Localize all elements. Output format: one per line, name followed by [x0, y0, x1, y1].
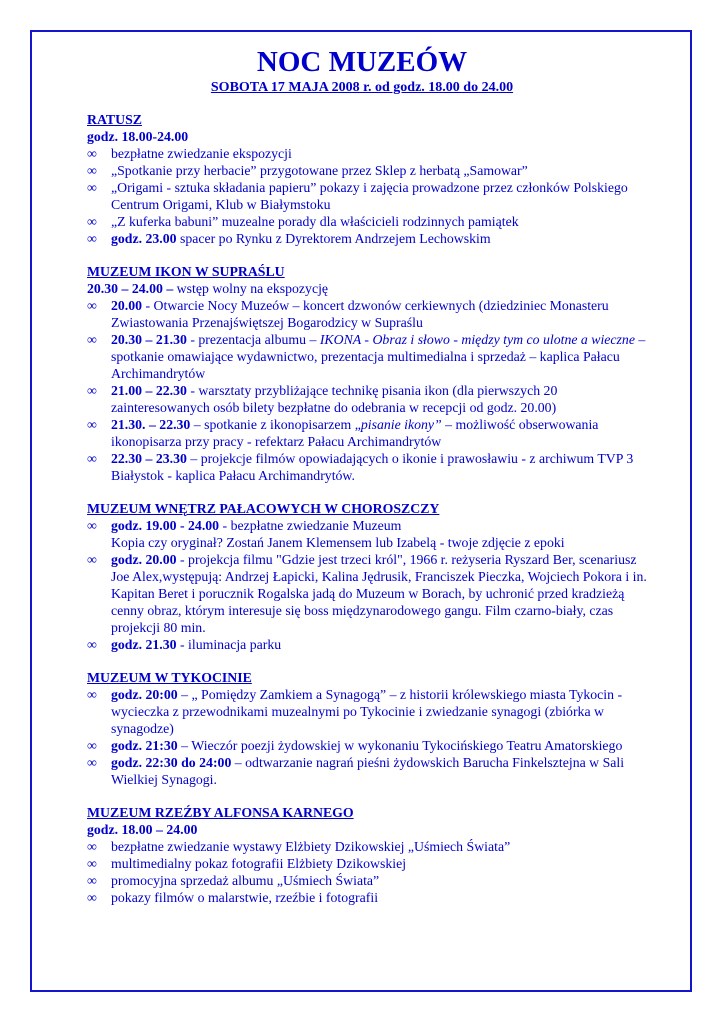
infinity-bullet-icon: ∞ — [87, 552, 97, 567]
section-muzeum-tykocin — [87, 669, 647, 788]
section-heading: RATUSZ — [87, 112, 142, 127]
infinity-bullet-icon: ∞ — [87, 890, 97, 905]
infinity-bullet-icon: ∞ — [87, 637, 97, 652]
list-item: ∞ godz. 20.00 - projekcja filmu "Gdzie jest trzeci król", 1966 r. reżyseria Ryszard Ber, scenariusz Joe Alex,występują: Andrzej Łapicki, Kalina Jędrusik, Franciszek Pieczka, Wojciech Pokora i in. Kapitan Beret i porucznik Rogalska jadą do Muzeum w Borach, by uchronić przed kradzieżą cenny obraz, którym interesuje się boss międzynarodowego gangu. Film czarno-biały, czas projekcji 80 min. — [87, 552, 647, 635]
list-item: ∞ „Z kuferka babuni” muzealne porady dla właścicieli rodzinnych pamiątek — [87, 214, 519, 229]
infinity-bullet-icon: ∞ — [87, 231, 97, 246]
infinity-bullet-icon: ∞ — [87, 755, 97, 770]
infinity-bullet-icon: ∞ — [87, 146, 97, 161]
list-item: ∞ 20.00 - Otwarcie Nocy Muzeów – koncert dzwonów cerkiewnych (dziedziniec Monasteru Zwiastowania Przenajświętszej Bogarodzicy w Supraślu — [87, 298, 609, 330]
page-subtitle: SOBOTA 17 MAJA 2008 r. od godz. 18.00 do 24.00 — [210, 80, 514, 95]
infinity-bullet-icon: ∞ — [87, 417, 97, 432]
event-list — [87, 145, 647, 247]
section-hours: godz. 18.00-24.00 — [87, 129, 189, 144]
section-heading: MUZEUM W TYKOCINIE — [87, 670, 252, 685]
list-item: ∞ godz. 21:30 – Wieczór poezji żydowskiej w wykonaniu Tykocińskiego Teatru Amatorskiego — [87, 738, 623, 753]
list-item: ∞ „Origami - sztuka składania papieru” pokazy i zajęcia prowadzone przez członków Polskiego Centrum Origami, Klub w Białymstoku — [87, 180, 628, 212]
list-item: ∞ 21.00 – 22.30 - warsztaty przybliżające technikę pisania ikon (dla pierwszych 20 zainteresowanych osób bilety bezpłatne do odebrania w recepcji od godz. 20.00) — [87, 383, 558, 415]
infinity-bullet-icon: ∞ — [87, 180, 97, 195]
event-list — [87, 838, 647, 906]
infinity-bullet-icon: ∞ — [87, 687, 97, 702]
infinity-bullet-icon: ∞ — [87, 839, 97, 854]
section-muzeum-wnetrz — [87, 500, 647, 653]
infinity-bullet-icon: ∞ — [87, 856, 97, 871]
event-list — [87, 686, 647, 788]
list-item: ∞ „Spotkanie przy herbacie” przygotowane przez Sklep z herbatą „Samowar” — [87, 163, 528, 178]
list-item: ∞ godz. 22:30 do 24:00 – odtwarzanie nagrań pieśni żydowskich Barucha Finkelsztejna w Sali Wielkiej Synagogi. — [87, 755, 625, 787]
section-muzeum-rzezby — [87, 804, 647, 906]
item-extra: Kapitan Beret i porucznik Rogalska jadą do Muzeum w Borach, by uchronić przed kradzieżą cenny obraz, którym interesuje się boss międzynarodowego gangu. Film czarno-biały, czas projekcji 80 min. — [111, 586, 625, 635]
section-hours: 20.30 – 24.00 – wstęp wolny na ekspozycję — [87, 281, 329, 296]
section-hours: godz. 18.00 – 24.00 — [87, 822, 198, 837]
infinity-bullet-icon: ∞ — [87, 518, 97, 533]
infinity-bullet-icon: ∞ — [87, 214, 97, 229]
list-item: ∞ multimedialny pokaz fotografii Elżbiety Dzikowskiej — [87, 856, 407, 871]
section-heading: MUZEUM IKON W SUPRAŚLU — [87, 264, 285, 279]
section-heading: MUZEUM RZEŹBY ALFONSA KARNEGO — [87, 805, 354, 820]
list-item: ∞ bezpłatne zwiedzanie wystawy Elżbiety Dzikowskiej „Uśmiech Świata” — [87, 839, 511, 854]
list-item: ∞ 21.30. – 22.30 – spotkanie z ikonopisarzem „pisanie ikony” – możliwość obserwowania ikonopisarza przy pracy - refektarz Pałacu Archimandrytów — [87, 417, 599, 449]
infinity-bullet-icon: ∞ — [87, 332, 97, 347]
list-item: ∞ godz. 19.00 - 24.00 - bezpłatne zwiedzanie Muzeum Kopia czy oryginał? Zostań Janem Klemensem lub Izabelą - twoje zdjęcie z epoki — [87, 517, 647, 551]
infinity-bullet-icon: ∞ — [87, 451, 97, 466]
event-list — [87, 517, 647, 653]
program-content — [87, 111, 647, 906]
list-item: ∞ godz. 20:00 – „ Pomiędzy Zamkiem a Synagogą” – z historii królewskiego miasta Tykocin - wycieczka z przewodnikami muzealnymi po Tykocinie i zwiedzanie synagogi (zbiórka w synagodze) — [87, 687, 623, 736]
list-item: ∞ promocyjna sprzedaż albumu „Uśmiech Świata” — [87, 873, 380, 888]
infinity-bullet-icon: ∞ — [87, 383, 97, 398]
event-list — [87, 297, 647, 484]
list-item: ∞ godz. 21.30 - iluminacja parku — [87, 637, 282, 652]
list-item: ∞ 20.30 – 21.30 - prezentacja albumu – IKONA - Obraz i słowo - między tym co ulotne a wieczne – spotkanie omawiające wydawnictwo, prezentacja multimedialna i sprzedaż – kaplica Pałacu Archimandrytów — [87, 332, 646, 381]
list-item: ∞ 22.30 – 23.30 – projekcje filmów opowiadających o ikonie i prawosławiu - z archiwum TVP 3 Białystok - kaplica Pałacu Archimandrytów. — [87, 451, 634, 483]
page-title: NOC MUZEÓW — [256, 46, 468, 78]
list-item: ∞ pokazy filmów o malarstwie, rzeźbie i fotografii — [87, 890, 379, 905]
infinity-bullet-icon: ∞ — [87, 298, 97, 313]
infinity-bullet-icon: ∞ — [87, 738, 97, 753]
list-item: ∞ godz. 23.00 spacer po Rynku z Dyrektorem Andrzejem Lechowskim — [87, 231, 491, 246]
section-ratusz — [87, 111, 647, 247]
infinity-bullet-icon: ∞ — [87, 163, 97, 178]
section-heading: MUZEUM WNĘTRZ PAŁACOWYCH W CHOROSZCZY — [87, 501, 440, 516]
infinity-bullet-icon: ∞ — [87, 873, 97, 888]
item-extra: Kopia czy oryginał? Zostań Janem Klemensem lub Izabelą - twoje zdjęcie z epoki — [111, 535, 565, 550]
list-item: ∞ bezpłatne zwiedzanie ekspozycji — [87, 146, 292, 161]
section-muzeum-ikon — [87, 263, 647, 484]
